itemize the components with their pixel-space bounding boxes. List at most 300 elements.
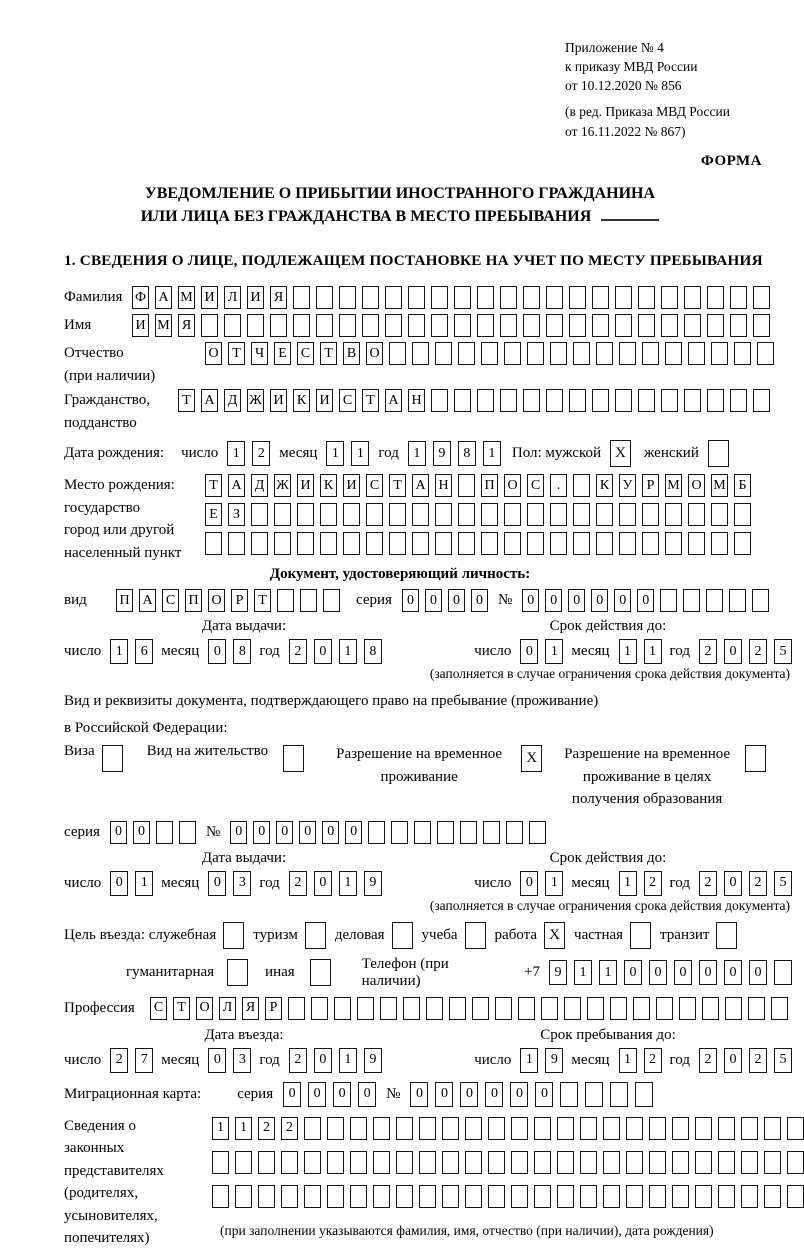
doc-type-char-box[interactable]: Т [254, 589, 271, 612]
birthplace-char-box[interactable] [320, 532, 337, 555]
birthplace-char-box[interactable] [665, 532, 682, 555]
birthplace-char-box[interactable] [619, 532, 636, 555]
citizenship-char-box[interactable] [569, 389, 586, 412]
surname-char-box[interactable]: Я [270, 286, 287, 309]
representatives-char-box[interactable] [419, 1151, 436, 1174]
birthplace-char-box[interactable] [458, 474, 475, 497]
residence-number-box[interactable] [437, 821, 454, 844]
representatives-char-box[interactable] [649, 1185, 666, 1208]
representatives-char-box[interactable]: 2 [281, 1117, 298, 1140]
birthplace-char-box[interactable] [481, 532, 498, 555]
birth-year-box[interactable]: 1 [408, 441, 426, 466]
stay-year-box[interactable]: 0 [724, 1048, 742, 1073]
profession-char-box[interactable] [679, 997, 696, 1020]
visa-checkbox[interactable] [102, 745, 123, 772]
citizenship-char-box[interactable] [661, 389, 678, 412]
doc-series-box[interactable]: 0 [425, 589, 442, 612]
profession-char-box[interactable] [702, 997, 719, 1020]
residence-issue-year-box[interactable]: 2 [289, 871, 307, 896]
representatives-char-box[interactable] [396, 1151, 413, 1174]
birthplace-char-box[interactable] [274, 503, 291, 526]
birthplace-char-box[interactable] [366, 503, 383, 526]
doc-number-box[interactable] [729, 589, 746, 612]
profession-char-box[interactable] [311, 997, 328, 1020]
representatives-char-box[interactable] [741, 1185, 758, 1208]
patronymic-char-box[interactable] [481, 342, 498, 365]
phone-digit-box[interactable]: 0 [749, 960, 767, 985]
residence-number-box[interactable]: 0 [253, 821, 270, 844]
representatives-char-box[interactable] [396, 1117, 413, 1140]
purpose-business-checkbox[interactable] [392, 922, 413, 949]
representatives-char-box[interactable] [580, 1185, 597, 1208]
doc-type-char-box[interactable]: О [208, 589, 225, 612]
birth-month-box[interactable]: 1 [351, 441, 369, 466]
citizenship-char-box[interactable]: Т [178, 389, 195, 412]
residence-issue-day-box[interactable]: 1 [135, 871, 153, 896]
birthplace-char-box[interactable] [527, 532, 544, 555]
residence-number-box[interactable]: 0 [276, 821, 293, 844]
given-name-char-box[interactable] [293, 314, 310, 337]
profession-char-box[interactable] [426, 997, 443, 1020]
given-name-char-box[interactable] [500, 314, 517, 337]
phone-digit-box[interactable]: 0 [724, 960, 742, 985]
patronymic-char-box[interactable] [642, 342, 659, 365]
residence-permit-checkbox[interactable] [283, 745, 304, 772]
birthplace-char-box[interactable]: А [228, 474, 245, 497]
birthplace-char-box[interactable] [251, 503, 268, 526]
representatives-char-box[interactable] [442, 1185, 459, 1208]
patronymic-char-box[interactable]: О [205, 342, 222, 365]
birthplace-char-box[interactable] [527, 503, 544, 526]
representatives-char-box[interactable] [787, 1185, 804, 1208]
doc-number-box[interactable] [660, 589, 677, 612]
citizenship-char-box[interactable] [592, 389, 609, 412]
birthplace-char-box[interactable] [343, 503, 360, 526]
doc-type-char-box[interactable]: П [185, 589, 202, 612]
surname-char-box[interactable] [592, 286, 609, 309]
entry-day-box[interactable]: 7 [135, 1048, 153, 1073]
representatives-char-box[interactable] [327, 1185, 344, 1208]
representatives-char-box[interactable] [396, 1185, 413, 1208]
representatives-char-box[interactable]: 2 [258, 1117, 275, 1140]
birthplace-char-box[interactable] [504, 532, 521, 555]
birthplace-char-box[interactable]: О [688, 474, 705, 497]
representatives-char-box[interactable] [603, 1185, 620, 1208]
stay-month-box[interactable]: 2 [644, 1048, 662, 1073]
birthplace-char-box[interactable]: М [711, 474, 728, 497]
given-name-char-box[interactable] [385, 314, 402, 337]
birthplace-char-box[interactable]: . [550, 474, 567, 497]
doc-number-box[interactable] [706, 589, 723, 612]
representatives-char-box[interactable] [534, 1185, 551, 1208]
purpose-official-checkbox[interactable] [223, 922, 244, 949]
representatives-char-box[interactable] [465, 1185, 482, 1208]
profession-char-box[interactable] [633, 997, 650, 1020]
doc-type-char-box[interactable] [323, 589, 340, 612]
birthplace-char-box[interactable] [205, 532, 222, 555]
doc-issue-year-box[interactable]: 8 [364, 639, 382, 664]
patronymic-char-box[interactable]: В [343, 342, 360, 365]
citizenship-char-box[interactable] [684, 389, 701, 412]
profession-char-box[interactable] [380, 997, 397, 1020]
representatives-char-box[interactable] [718, 1151, 735, 1174]
birthplace-char-box[interactable]: Р [642, 474, 659, 497]
profession-char-box[interactable] [449, 997, 466, 1020]
doc-expiry-day-box[interactable]: 1 [545, 639, 563, 664]
birthplace-char-box[interactable] [619, 503, 636, 526]
birthplace-char-box[interactable] [228, 532, 245, 555]
profession-char-box[interactable] [587, 997, 604, 1020]
representatives-char-box[interactable] [626, 1185, 643, 1208]
birthplace-char-box[interactable] [320, 503, 337, 526]
surname-char-box[interactable] [431, 286, 448, 309]
representatives-char-box[interactable] [419, 1117, 436, 1140]
entry-year-box[interactable]: 0 [314, 1048, 332, 1073]
given-name-char-box[interactable] [638, 314, 655, 337]
representatives-char-box[interactable] [764, 1185, 781, 1208]
migration-number-box[interactable]: 0 [435, 1082, 453, 1107]
migration-number-box[interactable] [635, 1082, 653, 1107]
doc-expiry-year-box[interactable]: 5 [774, 639, 792, 664]
representatives-char-box[interactable] [695, 1117, 712, 1140]
stay-month-box[interactable]: 1 [619, 1048, 637, 1073]
birthplace-char-box[interactable]: У [619, 474, 636, 497]
representatives-char-box[interactable] [603, 1151, 620, 1174]
representatives-char-box[interactable] [534, 1151, 551, 1174]
representatives-char-box[interactable] [695, 1151, 712, 1174]
birthplace-char-box[interactable]: Н [435, 474, 452, 497]
profession-char-box[interactable]: С [150, 997, 167, 1020]
residence-expiry-day-box[interactable]: 0 [520, 871, 538, 896]
representatives-char-box[interactable] [304, 1185, 321, 1208]
doc-type-char-box[interactable]: А [139, 589, 156, 612]
birthplace-char-box[interactable] [573, 532, 590, 555]
phone-digit-box[interactable]: 9 [549, 960, 567, 985]
doc-expiry-year-box[interactable]: 0 [724, 639, 742, 664]
doc-issue-month-box[interactable]: 0 [208, 639, 226, 664]
doc-issue-day-box[interactable]: 1 [110, 639, 128, 664]
birthplace-char-box[interactable] [550, 532, 567, 555]
purpose-private-checkbox[interactable] [630, 922, 651, 949]
surname-char-box[interactable] [661, 286, 678, 309]
surname-char-box[interactable]: И [247, 286, 264, 309]
phone-digit-box[interactable]: 1 [599, 960, 617, 985]
patronymic-char-box[interactable] [389, 342, 406, 365]
profession-char-box[interactable] [357, 997, 374, 1020]
purpose-humanitarian-checkbox[interactable] [227, 959, 248, 986]
patronymic-char-box[interactable]: С [297, 342, 314, 365]
migration-number-box[interactable]: 0 [485, 1082, 503, 1107]
representatives-char-box[interactable] [787, 1151, 804, 1174]
birthplace-char-box[interactable] [297, 532, 314, 555]
doc-type-char-box[interactable] [277, 589, 294, 612]
patronymic-char-box[interactable]: Ч [251, 342, 268, 365]
migration-number-box[interactable]: 0 [535, 1082, 553, 1107]
given-name-char-box[interactable] [477, 314, 494, 337]
birthplace-char-box[interactable] [550, 503, 567, 526]
representatives-char-box[interactable] [488, 1117, 505, 1140]
birthplace-char-box[interactable] [688, 503, 705, 526]
representatives-char-box[interactable] [465, 1117, 482, 1140]
profession-char-box[interactable] [541, 997, 558, 1020]
birth-year-box[interactable]: 8 [458, 441, 476, 466]
birthplace-char-box[interactable]: Д [251, 474, 268, 497]
representatives-char-box[interactable] [212, 1151, 229, 1174]
residence-number-box[interactable]: 0 [322, 821, 339, 844]
representatives-char-box[interactable] [373, 1117, 390, 1140]
stay-day-box[interactable]: 1 [520, 1048, 538, 1073]
given-name-char-box[interactable] [730, 314, 747, 337]
doc-expiry-year-box[interactable]: 2 [699, 639, 717, 664]
patronymic-char-box[interactable] [757, 342, 774, 365]
doc-type-char-box[interactable]: П [116, 589, 133, 612]
residence-expiry-month-box[interactable]: 1 [619, 871, 637, 896]
migration-series-box[interactable]: 0 [308, 1082, 326, 1107]
profession-char-box[interactable] [495, 997, 512, 1020]
migration-number-box[interactable]: 0 [510, 1082, 528, 1107]
birth-day-box[interactable]: 1 [227, 441, 245, 466]
surname-char-box[interactable] [477, 286, 494, 309]
given-name-char-box[interactable] [224, 314, 241, 337]
patronymic-char-box[interactable] [527, 342, 544, 365]
representatives-char-box[interactable] [373, 1185, 390, 1208]
representatives-char-box[interactable] [580, 1117, 597, 1140]
given-name-char-box[interactable] [431, 314, 448, 337]
representatives-char-box[interactable] [281, 1185, 298, 1208]
representatives-char-box[interactable] [741, 1117, 758, 1140]
surname-char-box[interactable] [454, 286, 471, 309]
birthplace-char-box[interactable]: Т [389, 474, 406, 497]
representatives-char-box[interactable] [327, 1151, 344, 1174]
given-name-char-box[interactable] [684, 314, 701, 337]
surname-char-box[interactable] [339, 286, 356, 309]
birthplace-char-box[interactable] [504, 503, 521, 526]
citizenship-char-box[interactable] [707, 389, 724, 412]
birthplace-char-box[interactable] [435, 532, 452, 555]
profession-char-box[interactable] [288, 997, 305, 1020]
birthplace-char-box[interactable] [458, 532, 475, 555]
profession-char-box[interactable] [725, 997, 742, 1020]
representatives-char-box[interactable] [235, 1151, 252, 1174]
migration-number-box[interactable]: 0 [410, 1082, 428, 1107]
given-name-char-box[interactable]: Я [178, 314, 195, 337]
surname-char-box[interactable] [569, 286, 586, 309]
purpose-work-checkbox[interactable]: X [544, 922, 565, 949]
patronymic-char-box[interactable] [665, 342, 682, 365]
residence-number-box[interactable] [529, 821, 546, 844]
phone-digit-box[interactable]: 0 [699, 960, 717, 985]
doc-expiry-year-box[interactable]: 2 [749, 639, 767, 664]
birthplace-char-box[interactable] [573, 474, 590, 497]
birth-year-box[interactable]: 1 [483, 441, 501, 466]
surname-char-box[interactable] [753, 286, 770, 309]
representatives-char-box[interactable] [695, 1185, 712, 1208]
patronymic-char-box[interactable]: О [366, 342, 383, 365]
surname-char-box[interactable] [730, 286, 747, 309]
birthplace-char-box[interactable]: С [527, 474, 544, 497]
given-name-char-box[interactable] [523, 314, 540, 337]
residence-series-box[interactable]: 0 [133, 821, 150, 844]
citizenship-char-box[interactable]: А [385, 389, 402, 412]
birthplace-char-box[interactable] [412, 503, 429, 526]
doc-issue-day-box[interactable]: 6 [135, 639, 153, 664]
representatives-char-box[interactable] [649, 1151, 666, 1174]
doc-issue-year-box[interactable]: 2 [289, 639, 307, 664]
birthplace-char-box[interactable] [642, 503, 659, 526]
profession-char-box[interactable]: Р [265, 997, 282, 1020]
given-name-char-box[interactable] [753, 314, 770, 337]
profession-char-box[interactable] [748, 997, 765, 1020]
representatives-char-box[interactable] [580, 1151, 597, 1174]
residence-expiry-year-box[interactable]: 5 [774, 871, 792, 896]
doc-type-char-box[interactable] [300, 589, 317, 612]
surname-char-box[interactable]: М [178, 286, 195, 309]
doc-issue-year-box[interactable]: 0 [314, 639, 332, 664]
birthplace-char-box[interactable]: Е [205, 503, 222, 526]
representatives-char-box[interactable] [534, 1117, 551, 1140]
representatives-char-box[interactable] [511, 1117, 528, 1140]
birthplace-char-box[interactable] [389, 532, 406, 555]
purpose-transit-checkbox[interactable] [716, 922, 737, 949]
birthplace-char-box[interactable]: Т [205, 474, 222, 497]
given-name-char-box[interactable] [247, 314, 264, 337]
citizenship-char-box[interactable] [500, 389, 517, 412]
profession-char-box[interactable] [610, 997, 627, 1020]
profession-char-box[interactable] [771, 997, 788, 1020]
doc-number-box[interactable]: 0 [545, 589, 562, 612]
stay-year-box[interactable]: 2 [749, 1048, 767, 1073]
entry-month-box[interactable]: 3 [233, 1048, 251, 1073]
representatives-char-box[interactable] [626, 1117, 643, 1140]
surname-char-box[interactable] [523, 286, 540, 309]
doc-type-char-box[interactable]: Р [231, 589, 248, 612]
birthplace-char-box[interactable] [734, 503, 751, 526]
representatives-char-box[interactable]: 1 [235, 1117, 252, 1140]
representatives-char-box[interactable] [603, 1117, 620, 1140]
representatives-char-box[interactable] [764, 1151, 781, 1174]
representatives-char-box[interactable] [718, 1117, 735, 1140]
given-name-char-box[interactable]: И [132, 314, 149, 337]
birthplace-char-box[interactable] [596, 503, 613, 526]
given-name-char-box[interactable]: М [155, 314, 172, 337]
birthplace-char-box[interactable] [573, 503, 590, 526]
representatives-char-box[interactable] [350, 1185, 367, 1208]
birthplace-char-box[interactable]: С [366, 474, 383, 497]
residence-series-box[interactable]: 0 [110, 821, 127, 844]
surname-char-box[interactable] [615, 286, 632, 309]
residence-issue-year-box[interactable]: 1 [339, 871, 357, 896]
citizenship-char-box[interactable]: Т [362, 389, 379, 412]
given-name-char-box[interactable] [707, 314, 724, 337]
birthplace-char-box[interactable] [251, 532, 268, 555]
given-name-char-box[interactable] [592, 314, 609, 337]
surname-char-box[interactable] [638, 286, 655, 309]
doc-type-char-box[interactable]: С [162, 589, 179, 612]
representatives-char-box[interactable] [258, 1185, 275, 1208]
given-name-char-box[interactable] [546, 314, 563, 337]
stay-year-box[interactable]: 5 [774, 1048, 792, 1073]
representatives-char-box[interactable] [718, 1185, 735, 1208]
representatives-char-box[interactable] [764, 1117, 781, 1140]
migration-number-box[interactable] [560, 1082, 578, 1107]
migration-series-box[interactable]: 0 [283, 1082, 301, 1107]
phone-digit-box[interactable]: 0 [674, 960, 692, 985]
patronymic-char-box[interactable]: Т [228, 342, 245, 365]
birthplace-char-box[interactable] [366, 532, 383, 555]
birthplace-char-box[interactable] [343, 532, 360, 555]
residence-number-box[interactable] [414, 821, 431, 844]
given-name-char-box[interactable] [270, 314, 287, 337]
residence-expiry-day-box[interactable]: 1 [545, 871, 563, 896]
stay-day-box[interactable]: 9 [545, 1048, 563, 1073]
representatives-char-box[interactable] [672, 1185, 689, 1208]
representatives-char-box[interactable] [672, 1117, 689, 1140]
doc-series-box[interactable]: 0 [402, 589, 419, 612]
birthplace-char-box[interactable] [297, 503, 314, 526]
birthplace-char-box[interactable]: И [297, 474, 314, 497]
representatives-char-box[interactable] [741, 1151, 758, 1174]
residence-number-box[interactable]: 0 [230, 821, 247, 844]
patronymic-char-box[interactable]: Т [320, 342, 337, 365]
representatives-char-box[interactable] [511, 1151, 528, 1174]
surname-char-box[interactable] [362, 286, 379, 309]
profession-char-box[interactable] [518, 997, 535, 1020]
given-name-char-box[interactable] [661, 314, 678, 337]
representatives-char-box[interactable] [235, 1185, 252, 1208]
representatives-char-box[interactable] [488, 1185, 505, 1208]
birth-day-box[interactable]: 2 [252, 441, 270, 466]
residence-issue-year-box[interactable]: 0 [314, 871, 332, 896]
residence-number-box[interactable] [460, 821, 477, 844]
residence-series-box[interactable] [156, 821, 173, 844]
entry-day-box[interactable]: 2 [110, 1048, 128, 1073]
representatives-char-box[interactable] [304, 1151, 321, 1174]
patronymic-char-box[interactable] [550, 342, 567, 365]
phone-digit-box[interactable]: 0 [624, 960, 642, 985]
representatives-char-box[interactable] [258, 1151, 275, 1174]
birthplace-char-box[interactable] [688, 532, 705, 555]
patronymic-char-box[interactable] [711, 342, 728, 365]
profession-char-box[interactable]: О [196, 997, 213, 1020]
surname-char-box[interactable] [707, 286, 724, 309]
entry-year-box[interactable]: 9 [364, 1048, 382, 1073]
representatives-char-box[interactable] [672, 1151, 689, 1174]
profession-char-box[interactable] [472, 997, 489, 1020]
residence-number-box[interactable]: 0 [345, 821, 362, 844]
purpose-other-checkbox[interactable] [310, 959, 331, 986]
residence-expiry-year-box[interactable]: 0 [724, 871, 742, 896]
citizenship-char-box[interactable]: Д [224, 389, 241, 412]
surname-char-box[interactable] [293, 286, 310, 309]
birthplace-char-box[interactable] [481, 503, 498, 526]
patronymic-char-box[interactable] [734, 342, 751, 365]
phone-digit-box[interactable]: 0 [649, 960, 667, 985]
birthplace-char-box[interactable] [458, 503, 475, 526]
birthplace-char-box[interactable] [596, 532, 613, 555]
citizenship-char-box[interactable] [477, 389, 494, 412]
doc-number-box[interactable]: 0 [637, 589, 654, 612]
entry-year-box[interactable]: 2 [289, 1048, 307, 1073]
citizenship-char-box[interactable]: К [293, 389, 310, 412]
citizenship-char-box[interactable] [753, 389, 770, 412]
birthplace-char-box[interactable] [711, 503, 728, 526]
purpose-tourism-checkbox[interactable] [305, 922, 326, 949]
birthplace-char-box[interactable]: Ж [274, 474, 291, 497]
representatives-char-box[interactable] [212, 1185, 229, 1208]
phone-digit-box[interactable]: 1 [574, 960, 592, 985]
representatives-char-box[interactable] [649, 1117, 666, 1140]
residence-expiry-year-box[interactable]: 2 [749, 871, 767, 896]
